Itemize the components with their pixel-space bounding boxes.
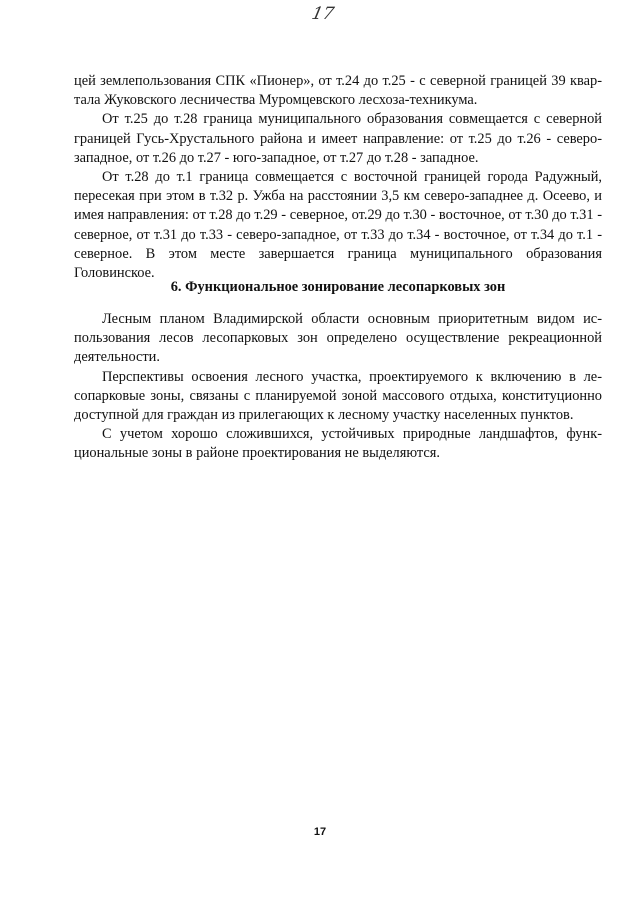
body-text-top bbox=[74, 72, 602, 283]
page-number: 17 bbox=[313, 826, 327, 838]
paragraph: От т.25 до т.28 граница муниципального образования совмещается с северной границей Гусь-Хрустального района и имеет направление: от т.25 до т.26 - северо-западное, от т.26 до т.27 - юго-западное, от т.27 до т.28 - западное. bbox=[74, 111, 602, 166]
paragraph: С учетом хорошо сложившихся, устойчивых природные ландшафтов, функциональные зоны в районе проектирования не выделяются. bbox=[74, 426, 602, 462]
paragraph: Перспективы освоения лесного участка, проектируемого к включению в лесопарковые зоны, связаны с планируемой зоной массового отдыха, конституционно доступной для граждан из прилегающих к лесному участку населенных пунктов. bbox=[74, 368, 602, 424]
body-text-bottom bbox=[74, 310, 602, 464]
paragraph: От т.28 до т.1 граница совмещается с восточной границей города Радужный, пересекая при этом в т.32 р. Ужба на расстоянии 3,5 км северо-западнее д. Осеево, и имея направления: от т.28 до т.29 - северное, от.29 до т.30 - восточное, от т.30 до т.31 - северное, от т.31 до т.33 - северо-западное, от т.33 до т.34 - восточное, от т.34 до т.1 - северное. В этом месте завершается граница муниципального образования Головинское. bbox=[74, 169, 602, 282]
handwritten-page-number: 17 bbox=[309, 4, 336, 24]
section-heading: 6. Функциональное зонирование лесопарковых зон bbox=[170, 279, 506, 295]
paragraph: Лесным планом Владимирской области основным приоритетным видом использования лесов лесопарковых зон определено осуществление рекреационной деятельности. bbox=[74, 311, 602, 366]
paragraph: цей землепользования СПК «Пионер», от т.24 до т.25 - с северной границей 39 квартала Жуковского лесничества Муромцевского лесхоза-техникума. bbox=[74, 73, 602, 109]
